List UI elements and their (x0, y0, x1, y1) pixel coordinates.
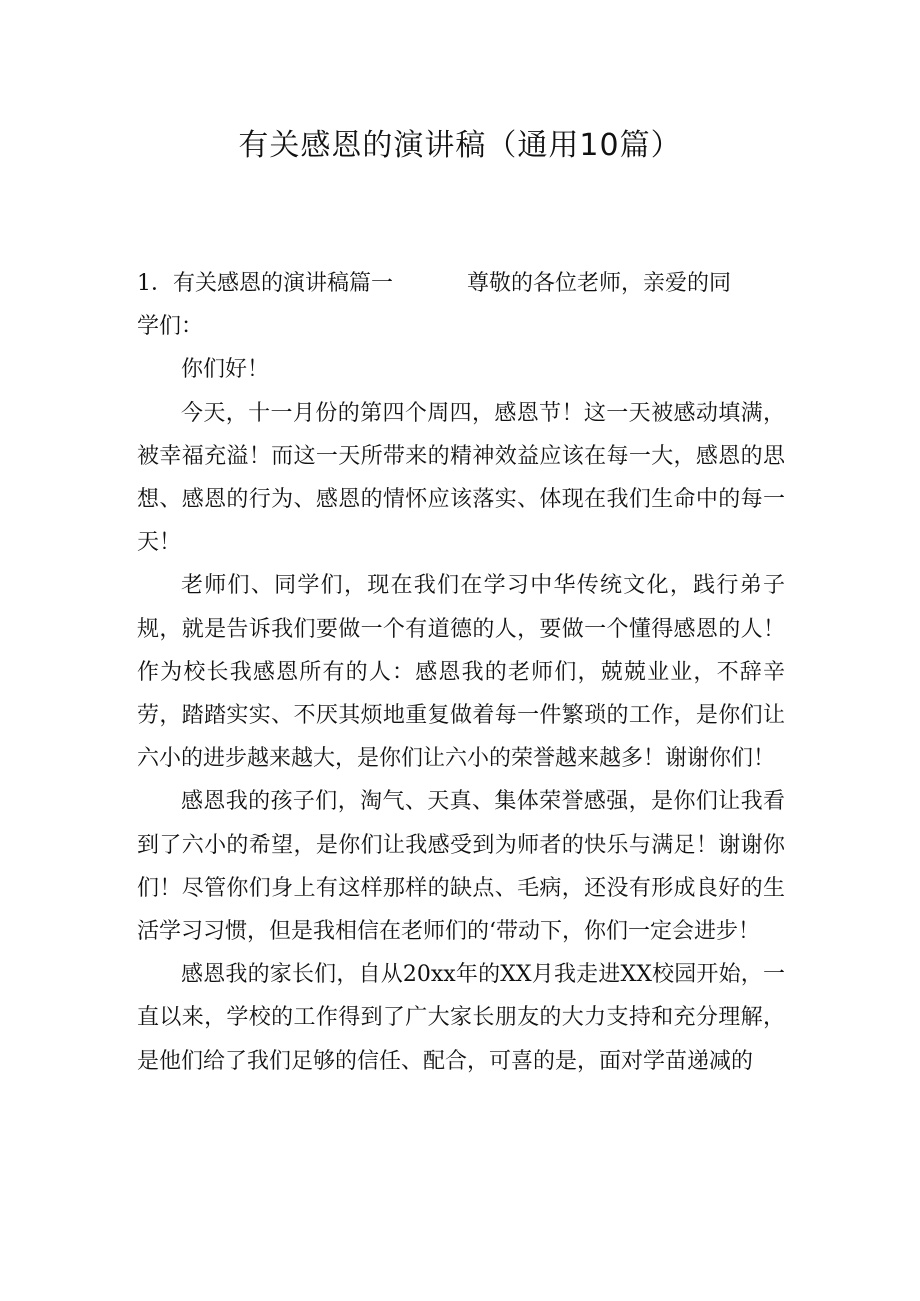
document-body (137, 262, 785, 1083)
paragraph: 今天，十一月份的第四个周四，感恩节！这一天被感动填满，被幸福充溢！而这一天所带来的精神效益应该在每一大，感恩的思想、感恩的行为、感恩的情怀应该落实、体现在我们生命中的每一天！ (137, 400, 785, 556)
section-heading-continuation: 学们： (137, 314, 204, 340)
paragraph: 感恩我的家长们，自从20xx年的XX月我走进XX校园开始，一直以来，学校的工作得到了广大家长朋友的大力支持和充分理解，是他们给了我们足够的信任、配合，可喜的是，面对学苗递减的 (137, 962, 785, 1074)
section-heading (137, 262, 785, 305)
section-heading-salutation: 尊敬的各位老师，亲爱的同 (467, 271, 732, 296)
section-heading-label: 1．有关感恩的演讲稿篇一 (137, 271, 393, 296)
paragraph-greeting: 你们好！ (181, 357, 270, 383)
paragraph: 老师们、同学们，现在我们在学习中华传统文化，践行弟子规，就是告诉我们要做一个有道德的人，要做一个懂得感恩的人！作为校长我感恩所有的人：感恩我的老师们，兢兢业业，不辞辛劳，踏踏实实、不厌其烦地重复做着每一件繁琐的工作，是你们让六小的进步越来越大，是你们让六小的荣誉越来越多！谢谢你们！ (137, 573, 785, 772)
paragraph: 感恩我的孩子们，淘气、天真、集体荣誉感强，是你们让我看到了六小的希望，是你们让我感受到为师者的快乐与满足！谢谢你们！尽管你们身上有这样那样的缺点、毛病，还没有形成良好的生活学习习惯，但是我相信在老师们的‘带动下，你们一定会进步！ (137, 789, 785, 945)
document-title: 有关感恩的演讲稿（通用10篇） (238, 128, 682, 163)
